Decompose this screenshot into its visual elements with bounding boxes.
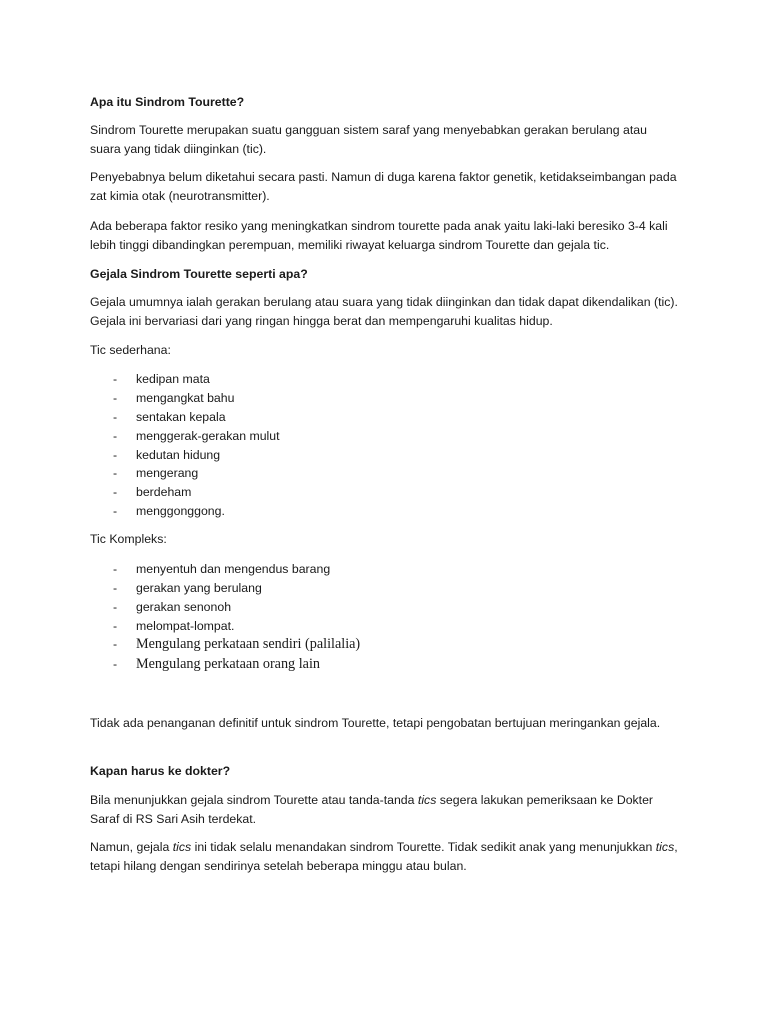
list-item-text: melompat-lompat.	[136, 618, 235, 633]
list-item-text: sentakan kepala	[136, 409, 226, 424]
list-item-text: Mengulang perkataan orang lain	[136, 656, 320, 672]
text-run: Namun, gejala	[90, 840, 173, 854]
label-complex-tics: Tic Kompleks:	[90, 532, 167, 546]
list-item	[90, 483, 280, 502]
heading-symptoms: Gejala Sindrom Tourette seperti apa?	[90, 267, 308, 281]
list-item	[90, 502, 280, 521]
list-item-text: gerakan senonoh	[136, 599, 232, 614]
text-run: Bila menunjukkan gejala sindrom Tourette atau tanda-tanda	[90, 793, 418, 807]
text-run: , tetapi hilang dengan sendirinya setelah beberapa minggu atau bulan.	[90, 840, 678, 873]
list-bullet-dash: -	[113, 409, 118, 424]
list-item	[90, 634, 360, 654]
paragraph-definition: Sindrom Tourette merupakan suatu gangguan sistem saraf yang menyebabkan gerakan berulang atau suara yang tidak diinginkan (tic).	[90, 123, 647, 156]
list-item	[90, 370, 280, 389]
paragraph-risk-factors: Ada beberapa faktor resiko yang meningkatkan sindrom tourette pada anak yaitu laki-laki beresiko 3-4 kali lebih tinggi dibandingkan perempuan, memiliki riwayat keluarga sindrom Tourette dan gejala tic.	[90, 219, 668, 252]
text-run: segera lakukan pemeriksaan ke Dokter Saraf di RS Sari Asih terdekat.	[90, 793, 654, 826]
list-item-text: kedipan mata	[136, 372, 210, 386]
heading-what-is: Apa itu Sindrom Tourette?	[90, 95, 245, 109]
list-item-text: gerakan yang berulang	[136, 580, 262, 595]
list-item-text: mengangkat bahu	[136, 390, 235, 405]
list-bullet-dash: -	[113, 580, 118, 595]
text-run-italic: tics	[655, 840, 675, 854]
list-item-text: menggerak-gerakan mulut	[136, 428, 280, 443]
list-bullet-dash: -	[113, 657, 118, 671]
list-item	[90, 389, 280, 408]
list-bullet-dash: -	[113, 618, 118, 633]
list-item-text: mengerang	[136, 466, 199, 481]
list-item	[90, 427, 280, 446]
text-run-italic: tics	[417, 793, 437, 807]
text-run-italic: tics	[172, 840, 192, 854]
paragraph-note	[90, 838, 680, 876]
complex-tics-list	[90, 560, 330, 636]
list-item	[90, 617, 330, 636]
list-bullet-dash: -	[113, 637, 118, 651]
list-item-text: menggonggong.	[136, 504, 225, 519]
text-run: ini tidak selalu menandakan sindrom Tourette. Tidak sedikit anak yang menunjukkan	[191, 840, 656, 854]
paragraph-symptoms: Gejala umumnya ialah gerakan berulang atau suara yang tidak diinginkan dan tidak dapat dikendalikan (tic). Gejala ini bervariasi dari yang ringan hingga berat dan mempengaruhi kualitas hidup.	[90, 295, 678, 328]
list-item-text: berdeham	[136, 485, 192, 500]
label-simple-tics: Tic sederhana:	[90, 343, 171, 357]
list-bullet-dash: -	[113, 428, 118, 443]
list-bullet-dash: -	[113, 372, 118, 386]
list-item	[90, 579, 330, 598]
list-bullet-dash: -	[113, 390, 118, 405]
list-bullet-dash: -	[113, 599, 118, 614]
list-bullet-dash: -	[113, 504, 118, 519]
list-item-text: menyentuh dan mengendus barang	[136, 562, 331, 576]
list-item	[90, 560, 330, 579]
list-item	[90, 446, 280, 465]
paragraph-treatment: Tidak ada penanganan definitif untuk sindrom Tourette, tetapi pengobatan bertujuan meringankan gejala.	[90, 716, 661, 730]
list-item	[90, 408, 280, 427]
heading-when-to-see-doctor: Kapan harus ke dokter?	[90, 764, 231, 778]
list-item	[90, 654, 360, 674]
list-item	[90, 464, 280, 483]
list-item-text: kedutan hidung	[136, 447, 221, 462]
complex-tics-list-serif	[90, 634, 360, 674]
list-bullet-dash: -	[113, 466, 118, 481]
list-item	[90, 598, 330, 617]
list-bullet-dash: -	[113, 485, 118, 500]
simple-tics-list	[90, 370, 280, 521]
list-item-text: Mengulang perkataan sendiri (palilalia)	[136, 636, 361, 652]
paragraph-see-doctor	[90, 791, 680, 829]
list-bullet-dash: -	[113, 562, 118, 576]
paragraph-cause: Penyebabnya belum diketahui secara pasti. Namun di duga karena faktor genetik, ketidakseimbangan pada zat kimia otak (neurotransmitter).	[90, 170, 677, 203]
list-bullet-dash: -	[113, 447, 118, 462]
